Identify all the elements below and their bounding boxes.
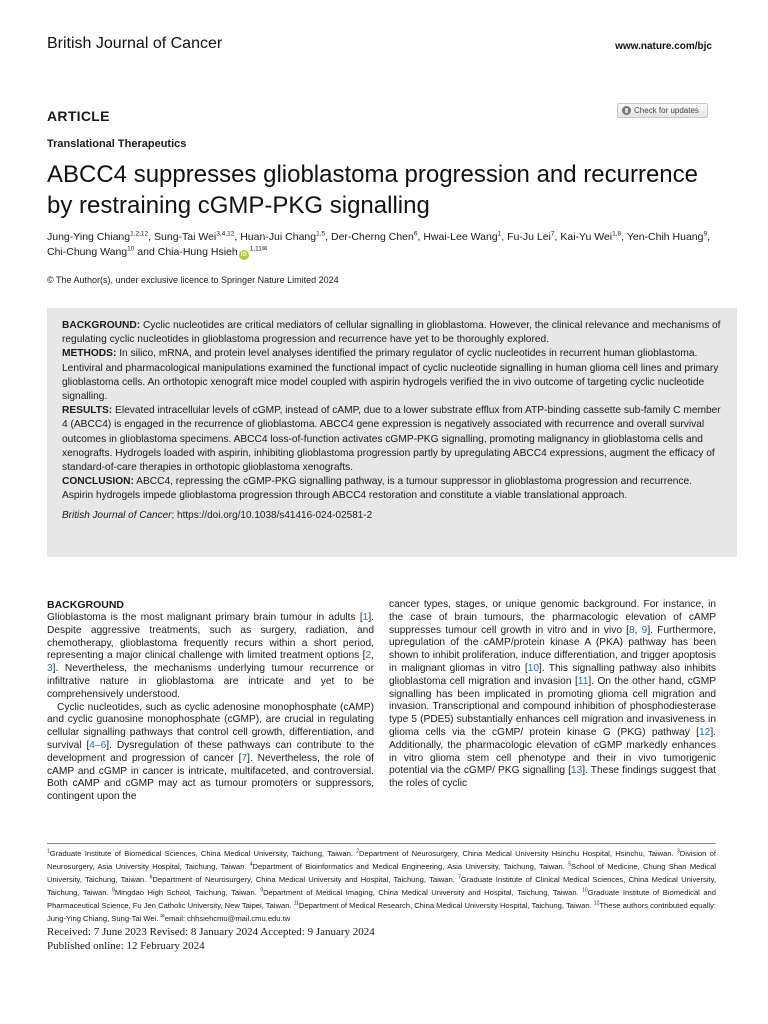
- reference-link[interactable]: 12: [698, 726, 711, 738]
- footnote-number: 5: [568, 861, 572, 868]
- footnote-number: 1: [47, 848, 50, 855]
- journal-name: British Journal of Cancer: [47, 35, 223, 52]
- author-name[interactable]: Der-Cherng Chen: [330, 231, 414, 243]
- author-name[interactable]: Sung-Tai Wei: [154, 231, 217, 243]
- section-label: Translational Therapeutics: [47, 138, 187, 150]
- footnote-text: Mingdao High School, Taichung, Taiwan.: [114, 888, 261, 897]
- author-affiliation: 3,4,12: [216, 230, 235, 238]
- published-date: Published online: 12 February 2024: [47, 940, 205, 952]
- author-name[interactable]: Hwai-Lee Wang: [423, 231, 498, 243]
- abstract-results-label: RESULTS:: [62, 405, 113, 417]
- abstract-methods: [62, 347, 723, 404]
- check-for-updates-button[interactable]: [617, 103, 708, 118]
- footnote-text: Graduate Institute of Biomedical and Pharmaceutical Science, Fu Jen Catholic University, New Taipei, Taiwan.: [47, 888, 717, 910]
- footnote-text: These authors contributed equally: Jung-Ying Chiang, Sung-Tai Wei.: [47, 901, 716, 923]
- left-paragraphs: [47, 612, 374, 804]
- footnote-text: Department of Neurosurgery, China Medical University Hsinchu Hospital, Hsinchu, Taiwan.: [359, 849, 677, 858]
- doi-link[interactable]: ; https://doi.org/10.1038/s41416-024-02581-2: [171, 509, 373, 521]
- author-name[interactable]: Yen-Chih Huang: [626, 231, 704, 243]
- footnote-text: School of Medicine, Chung Shan Medical University, Taichung, Taiwan.: [47, 862, 716, 884]
- footnote-text: Graduate Institute of Biomedical Sciences, China Medical University, Taichung, Taiwan.: [49, 849, 357, 858]
- check-updates-icon: [622, 106, 631, 115]
- reference-link[interactable]: 9: [641, 624, 648, 636]
- body-paragraph: cancer types, stages, or unique genomic background. For instance, in the case of brain tumours, the pharmacologic elevation of cAMP suppresses tumour cell growth in vitro and in vivo [8, 9]. Furthermore, upregulation of the cAMP/protein kinase A (PKA) pathway has been shown to inhibit proliferation, induce differentiation, and trigger apoptosis in malignant gliomas in vitro [10]. This signalling pathway also inhibits glioblastoma cell migration and invasion [11]. On the other hand, cGMP signalling has been implicated in promoting glioma cell migration and invasion. Transcriptional and compound inhibition of phosphodiesterase type 5 (PDE5) substantially enhances cell migration and invasiveness in glioma cells via the cGMP/ protein kinase G (PKG) pathway [12]. Additionally, the pharmacologic elevation of cGMP markedly enhances in vitro glioma stem cell phenotype and their in vivo tumorigenic potential via the cGMP/ PKG signalling [13]. These findings suggest that the roles of cyclic: [389, 599, 716, 790]
- author-affiliation: 10: [127, 245, 135, 253]
- footnote-text: email: chhsiehcmu@mail.cmu.edu.tw: [164, 914, 291, 923]
- reference-link[interactable]: 4–6: [89, 739, 107, 751]
- footnote-number: ✉: [160, 913, 165, 920]
- abstract-background-label: BACKGROUND:: [62, 320, 141, 331]
- author-list: Jung-Ying Chiang$^{1,2,12}$, Sung-Tai Wei$^{3,4,12}$, Huan-Jui Chang$^{1,5}$, Der-Cherng Chen$^6$, Hwai-Lee Wang$^1$, Fu-Ju Lei$^7$, Kai-Yu Wei$^{1,8}$, Yen-Chih Huang$^9$, Chi-Chung Wang$^{10}$ and Chia-Hung Hsieh $iD^{1,11✉}$: [47, 230, 711, 258]
- abstract-results: [62, 404, 723, 475]
- author-name[interactable]: Chi-Chung Wang: [47, 246, 128, 258]
- footnote-text: Department of Bioinformatics and Medical Engineering, Asia University, Taichung, Taiwan.: [252, 862, 569, 871]
- author-affiliation: 1,5: [316, 230, 326, 238]
- footnote-text: Department of Neurosurgery, China Medical University and Hospital, Taichung, Taiwan.: [152, 875, 459, 884]
- footnote-number: 4: [249, 861, 253, 868]
- footnote-number: 6: [149, 874, 153, 881]
- article-title: ABCC4 suppresses glioblastoma progression and recurrence by restraining cGMP-PKG signalling: [47, 161, 698, 219]
- footnote-number: 10: [582, 887, 588, 894]
- article-type: ARTICLE: [47, 108, 110, 124]
- reference-link[interactable]: 7: [241, 752, 248, 764]
- reference-link[interactable]: 13: [570, 765, 583, 777]
- body-paragraph: Glioblastoma is the most malignant primary brain tumour in adults [1]. Despite aggressive treatments, such as surgery, radiation, and chemotherapy, glioblastoma frequently recurs within a short period, representing a major clinical challenge with limited treatment options [2, 3]. Nevertheless, the mechanisms underlying tumour recurrence or infiltrative nature in glioblastoma are intricate and yet to be comprehensively understood.: [47, 612, 374, 700]
- author-name[interactable]: Jung-Ying Chiang: [47, 231, 131, 243]
- abstract-results-text: Elevated intracellular levels of cGMP, instead of cAMP, due to a lower substrate efflux from ATP-binding cassette sub-family C member 4 (ABCC4) is engaged in the recurrence of glioblastoma. ABCC4 gene expression is negatively associated with recurrence and overall survival outcomes in glioblastoma specimens. ABCC4 loss-of-function activates cGMP-PKG signalling, promoting malignancy in glioblastoma cells and xenografts. Hydrogels loaded with aspirin, inhibiting glioblastoma progression partly by upregulating ABCC4 expressions, augment the efficacy of standard-of-care therapies in orthotopic glioblastoma xenografts.: [62, 405, 721, 474]
- footnote-number: 3: [677, 848, 680, 855]
- body-column-left: [47, 599, 374, 804]
- footnote-number: 12: [593, 900, 600, 907]
- abstract-background: [62, 319, 723, 347]
- reference-link[interactable]: 1: [362, 612, 369, 623]
- author-name[interactable]: Huan-Jui Chang: [240, 231, 317, 243]
- affiliations-footnote: [47, 847, 716, 925]
- footnote-text: Graduate Institute of Clinical Medical Sciences, China Medical University, Taichung, Taiwan.: [47, 875, 716, 897]
- copyright-notice: © The Author(s), under exclusive licence to Springer Nature Limited 2024: [47, 275, 339, 285]
- abstract-conclusion-label: CONCLUSION:: [62, 476, 134, 488]
- mail-icon[interactable]: ✉: [261, 245, 268, 253]
- footnote-number: 9: [260, 887, 264, 894]
- abstract-background-text: Cyclic nucleotides are critical mediators of cellular signalling in glioblastoma. However, the clinical relevance and mechanisms of regulating cyclic nucleotides in glioblastoma progression and recurrence have yet to be thoroughly explored.: [62, 320, 721, 346]
- author-affiliation: 1,11: [249, 245, 262, 253]
- body-column-right: [389, 599, 716, 791]
- check-updates-label: Check for updates: [634, 106, 699, 115]
- body-paragraph: Cyclic nucleotides, such as cyclic adenosine monophosphate (cAMP) and cyclic guanosine monophosphate (cGMP), are crucial in regulating cellular signalling pathways that control cell growth, differentiation, and survival [4–6]. Dysregulation of these pathways can contribute to the development and progression of cancer [7]. Nevertheless, the role of cAMP and cGMP in cancer is intricate, multifaceted, and controversial. Both cAMP and cGMP may act as tumour promoters or suppressors, contingent upon the: [47, 701, 374, 803]
- reference-link[interactable]: 3: [47, 663, 53, 675]
- reference-link[interactable]: 10: [527, 662, 539, 674]
- author-affiliation: 9: [703, 230, 708, 238]
- footnote-divider: [47, 843, 716, 844]
- author-affiliation: 1,2,12: [130, 230, 149, 238]
- reference-link[interactable]: 11: [577, 675, 589, 687]
- abstract-box: [47, 308, 737, 557]
- journal-url-link[interactable]: www.nature.com/bjc: [615, 41, 712, 52]
- footnote-number: 11: [293, 900, 299, 907]
- footnote-text: Department of Medical Research, China Medical University Hospital, Taichung, Taiwan.: [298, 901, 594, 910]
- reference-link[interactable]: 8: [628, 624, 635, 636]
- author-name[interactable]: Kai-Yu Wei: [560, 231, 613, 243]
- abstract-methods-text: In silico, mRNA, and protein level analyses identified the primary regulator of cyclic nucleotides in recurrent human glioblastoma. Lentiviral and pharmacological manipulations examined the functional impact of cyclic nucleotide signalling in human glioma cell lines and primary glioblastoma cells. An orthotopic xenograft mice model coupled with aspirin hydrogels verified the in vivo outcome of targeting cyclic nucleotide signalling.: [62, 348, 719, 403]
- abstract-conclusion: [62, 475, 723, 503]
- footnote-text: Division of Neurosurgery, Asia University Hospital, Taichung, Taiwan.: [47, 849, 716, 871]
- abstract-methods-label: METHODS:: [62, 348, 117, 360]
- publication-dates: [47, 925, 375, 953]
- author-affiliation: 1: [497, 230, 502, 238]
- citation-journal: British Journal of Cancer: [62, 509, 172, 521]
- footnote-number: 8: [112, 887, 115, 894]
- author-affiliation: 6: [413, 230, 418, 238]
- footnote-text: Department of Medical Imaging, China Medical University and Hospital, Taichung, Taiwan.: [263, 888, 583, 897]
- author-name[interactable]: Chia-Hung Hsieh: [157, 246, 238, 258]
- author-affiliation: 7: [550, 230, 555, 238]
- abstract-conclusion-text: ABCC4, repressing the cGMP-PKG signalling pathway, is a tumour suppressor in glioblastoma progression and recurrence. Aspirin hydrogels impede glioblastoma progression through ABCC4 restoration and constitute a viable translational approach.: [62, 476, 693, 502]
- received-dates: Received: 7 June 2023 Revised: 8 January 2024 Accepted: 9 January 2024: [47, 926, 375, 938]
- orcid-icon[interactable]: iD: [240, 252, 247, 258]
- reference-link[interactable]: 2: [365, 650, 372, 662]
- section-heading-background: BACKGROUND: [47, 599, 124, 611]
- author-affiliation: 1,8: [612, 230, 622, 238]
- footnote-number: 7: [458, 874, 461, 881]
- citation: [62, 509, 723, 523]
- author-name[interactable]: Fu-Ju Lei: [507, 231, 551, 243]
- footnote-number: 2: [356, 848, 360, 855]
